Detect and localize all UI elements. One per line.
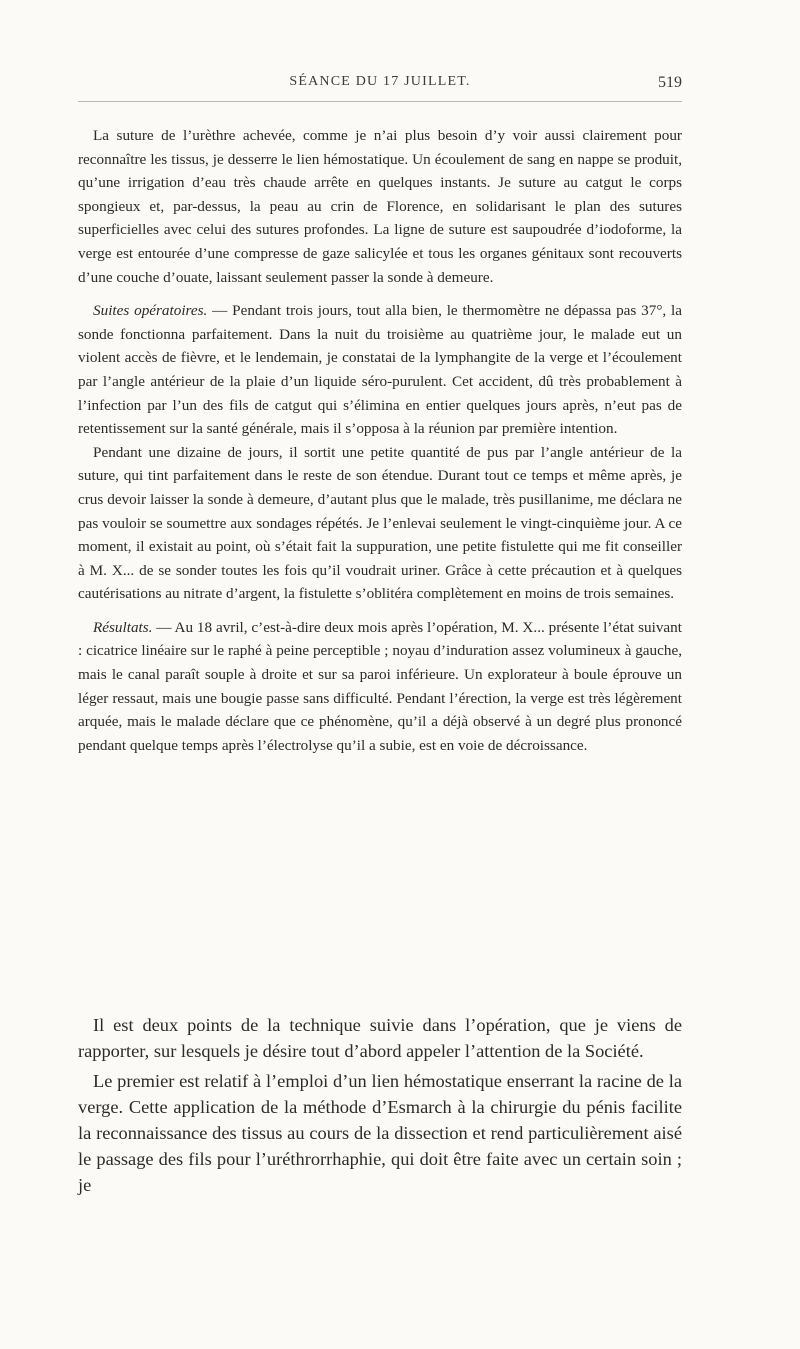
page-number: 519 xyxy=(658,74,682,91)
paragraph-lead: Résultats. xyxy=(93,618,153,636)
paragraph xyxy=(78,124,682,289)
paragraph-lead: Suites opératoires. xyxy=(93,302,208,320)
header-title: SÉANCE DU 17 JUILLET. xyxy=(289,74,471,89)
header-rule xyxy=(78,101,682,102)
body-small-print xyxy=(78,124,682,757)
running-header xyxy=(78,74,682,100)
body-large-print xyxy=(78,1012,682,1198)
paragraph-text: — Au 18 avril, c’est-à-dire deux mois après l’opération, M. X... présente l’état suivant : cicatrice linéaire sur le raphé à peine perceptible ; noyau d’induration assez volumineux à gauche, mais le canal paraît souple à droite et sur sa paroi inférieure. Un explorateur à boule éprouve un léger ressaut, mais une bougie passe sans difficulté. Pendant l’érection, la verge est très légèrement arquée, mais le malade déclare que ce phénomène, qu’il a déjà observé à un degré plus prononcé pendant quelque temps après l’électrolyse qu’il a subie, est en voie de décroissance. xyxy=(78,618,682,754)
paragraph: Il est deux points de la technique suivie dans l’opération, que je viens de rapporter, sur lesquels je désire tout d’abord appeler l’attention de la Société. xyxy=(78,1015,682,1061)
paragraph-suites-operatoires xyxy=(78,299,682,441)
paragraph: Le premier est relatif à l’emploi d’un lien hémostatique enserrant la racine de la verge. Cette application de la méthode d’Esmarch à la chirurgie du pénis facilite la reconnaissance des tissus au cours de la dissection et rend particulièrement aisé le passage des fils pour l’uréthrorrhaphie, qui doit être faite avec un certain soin ; je xyxy=(78,1071,682,1195)
paragraph xyxy=(78,441,682,606)
paragraph-text: La suture de l’urèthre achevée, comme je n’ai plus besoin d’y voir aussi clairement pour reconnaître les tissus, je desserre le lien hémostatique. Un écoulement de sang en nappe se produit, qu’une irrigation d’eau très chaude arrête en quelques instants. Je suture au catgut le corps spongieux et, par-dessus, la peau au crin de Florence, en solidarisant le plan des sutures superficielles avec celui des sutures profondes. La ligne de suture est saupoudrée d’iodoforme, la verge est entourée d’une compresse de gaze salicylée et tous les organes génitaux sont recouverts d’une couche d’ouate, laissant seulement passer la sonde à demeure. xyxy=(78,127,682,286)
paragraph-text: — Pendant trois jours, tout alla bien, le thermomètre ne dépassa pas 37°, la sonde fonctionna parfaitement. Dans la nuit du troisième au quatrième jour, le malade eut un violent accès de fièvre, et le lendemain, je constatai de la lymphangite de la verge et l’écoulement par l’angle antérieur de la plaie d’un liquide séro-purulent. Cet accident, dû très probablement à l’infection par l’un des fils de catgut qui s’élimina en entier quelques jours après, n’eut pas de retentissement sur la santé générale, mais il s’opposa à la réunion par première intention. xyxy=(78,302,682,438)
paragraph-text: Pendant une dizaine de jours, il sortit une petite quantité de pus par l’angle antérieur de la suture, qui tint parfaitement dans le reste de son étendue. Durant tout ce temps et même après, je crus devoir laisser la sonde à demeure, d’autant plus que le malade, très pusillanime, me déclara ne pas vouloir se soumettre aux sondages répétés. Je l’enlevai seulement le vingt-cinquième jour. A ce moment, il existait au point, où s’était fait la suppuration, une petite fistulette qui me fit conseiller à M. X... de se sonder toutes les fois qu’il voudrait uriner. Grâce à cette précaution et à quelques cautérisations au nitrate d’argent, la fistulette s’oblitéra complètement en moins de trois semaines. xyxy=(78,443,682,603)
paragraph-resultats xyxy=(78,616,682,758)
